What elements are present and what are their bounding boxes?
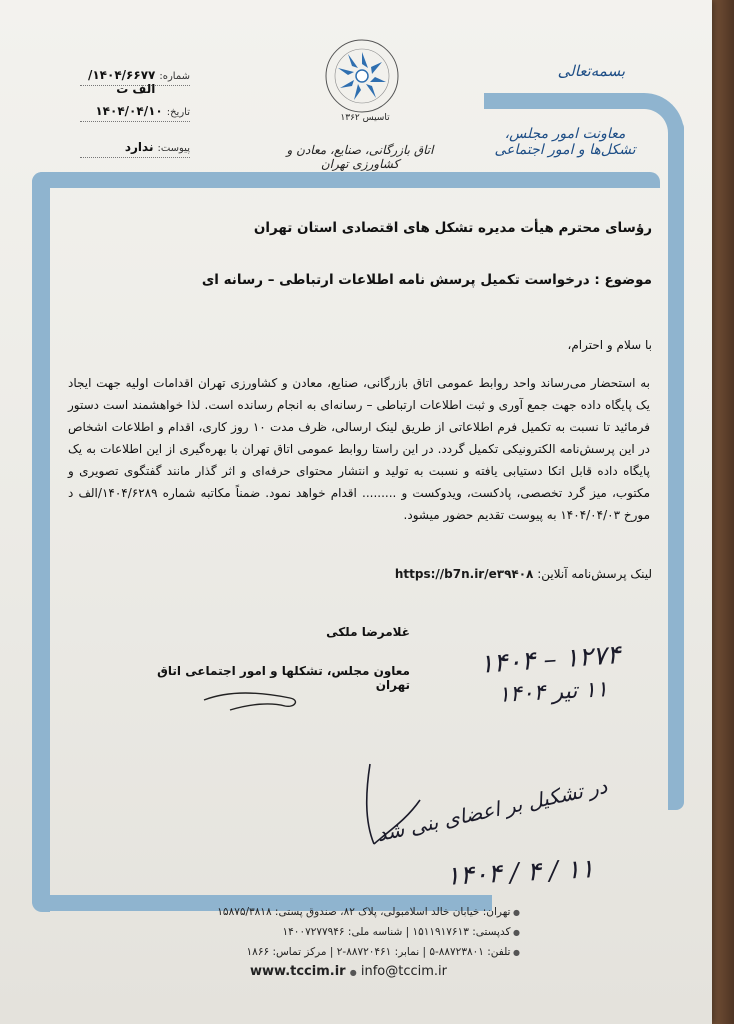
subject-line: موضوع : درخواست تکمیل پرسش نامه اطلاعات ارتباطی – رسانه ای (201, 272, 652, 288)
bullet-icon: ● (510, 928, 520, 937)
frame-border-corner (484, 93, 684, 263)
frame-border-right (668, 120, 684, 810)
letter-date-label: تاریخ: (166, 107, 190, 118)
handwritten-referral-note: در تشکیل بر اعضای بنی شد (374, 773, 610, 847)
founded-year: تاسیس ۱۳۶۲ (340, 113, 390, 123)
frame-border-left (32, 172, 50, 912)
footer-email-link[interactable]: info@tccim.ir (360, 964, 447, 979)
letter-number-label: شماره: (159, 71, 190, 82)
department-title: معاونت امور مجلس، تشکل‌ها و امور اجتماعی (494, 126, 636, 158)
handwritten-registration-date: ۱۱ تیر ۱۴۰۴ (497, 677, 609, 708)
footer-address-text: تهران: خیابان خالد اسلامبولی، پلاک ۸۲، صندوق پستی: ۱۵۸۷۵/۳۸۱۸ (217, 906, 511, 918)
signer-title: معاون مجلس، تشکلها و امور اجتماعی اتاق تهران (157, 664, 410, 692)
attachment-field (80, 140, 190, 158)
chamber-name: اتاق بازرگانی، صنایع، معادن و کشاورزی تهران (286, 143, 434, 171)
letter-body: به استحضار می‌رساند واحد روابط عمومی اتاق بازرگانی، صنایع، معادن و کشاورزی تهران اقدامات اولیه جهت ایجاد یک پایگاه داده جهت جمع آوری و ثبت اطلاعات ارتباطی – رسانه‌ای به انجام رسانده است. لذا خواهشمند است دستور فرمائید تا نسبت به تکمیل فرم اطلاعاتی از طریق لینک ارسالی، ظرف مدت ۱۰ روز کاری، اقدام و اطلاعات اشخاص در این پرسش‌نامه الکترونیکی تکمیل گردد. در این راستا روابط عمومی اتاق تهران با بهره‌گیری از این اطلاعات به یک پایگاه داده قابل اتکا دستیابی یافته و نسبت به تولید و انتشار محتوای حرفه‌ای و اثر گذار مانند گفتگوی تصویری و مکتوب، میز گرد تخصصی، پادکست، ویدوکست و ......... اقدام خواهد نمود. ضمناً مکاتبه شماره ۱۴۰۴/۶۲۸۹/الف د مورخ ۱۴۰۴/۰۴/۰۳ به پیوست تقدیم حضور میشود. (68, 376, 651, 522)
letter-number-field (80, 68, 190, 96)
footer-phones (150, 946, 520, 958)
footer-phones-text: تلفن: ۸۸۷۲۳۸۰۱-۵ | نمابر: ۸۸۷۲۰۴۶۱-۲ | مرکز تماس: ۱۸۶۶ (246, 946, 511, 958)
greeting: با سلام و احترام، (567, 338, 652, 352)
bullet-icon: ● (510, 948, 520, 957)
attachment-value: ندارد (124, 140, 154, 154)
questionnaire-link-row (160, 567, 652, 581)
bullet-icon: ● (510, 908, 520, 917)
attachment-label: پیوست: (157, 143, 190, 154)
bullet-icon: ● (349, 968, 357, 977)
footer-address (150, 906, 520, 918)
footer-codes (150, 926, 520, 938)
letter-date-value: ۱۴۰۴/۰۴/۱۰ (95, 104, 163, 118)
letter-date-field (80, 104, 190, 122)
footer-codes-text: کدپستی: ۱۵۱۱۹۱۷۶۱۳ | شناسه ملی: ۱۴۰۰۷۲۷۷۹۴۶ (282, 926, 511, 938)
signature-scribble (200, 680, 320, 720)
questionnaire-link[interactable]: https://b7n.ir/e۳۹۴۰۸ (394, 567, 534, 581)
recipient-line: رؤسای محترم هیأت مدیره تشکل های اقتصادی استان تهران (253, 220, 652, 236)
letter-number-value: ۱۴۰۴/۶۶۷۷/الف ت (87, 68, 156, 96)
signer-name: غلامرضا ملکی (326, 625, 410, 639)
footer-web-contacts (250, 964, 520, 979)
footer-website-link[interactable]: www.tccim.ir (250, 964, 346, 979)
handwritten-referral-date: ۱۴۰۴ / ۴ / ۱۱ (445, 854, 595, 892)
handwritten-registration-number: ۱۴۰۴ – ۱۲۷۴ (478, 640, 622, 680)
chamber-seal-logo (324, 38, 400, 114)
handwritten-mark (350, 760, 430, 850)
questionnaire-link-label: لینک پرسش‌نامه آنلاین: (537, 567, 652, 581)
bismillah-heading: بسمه‌تعالی (557, 62, 625, 80)
